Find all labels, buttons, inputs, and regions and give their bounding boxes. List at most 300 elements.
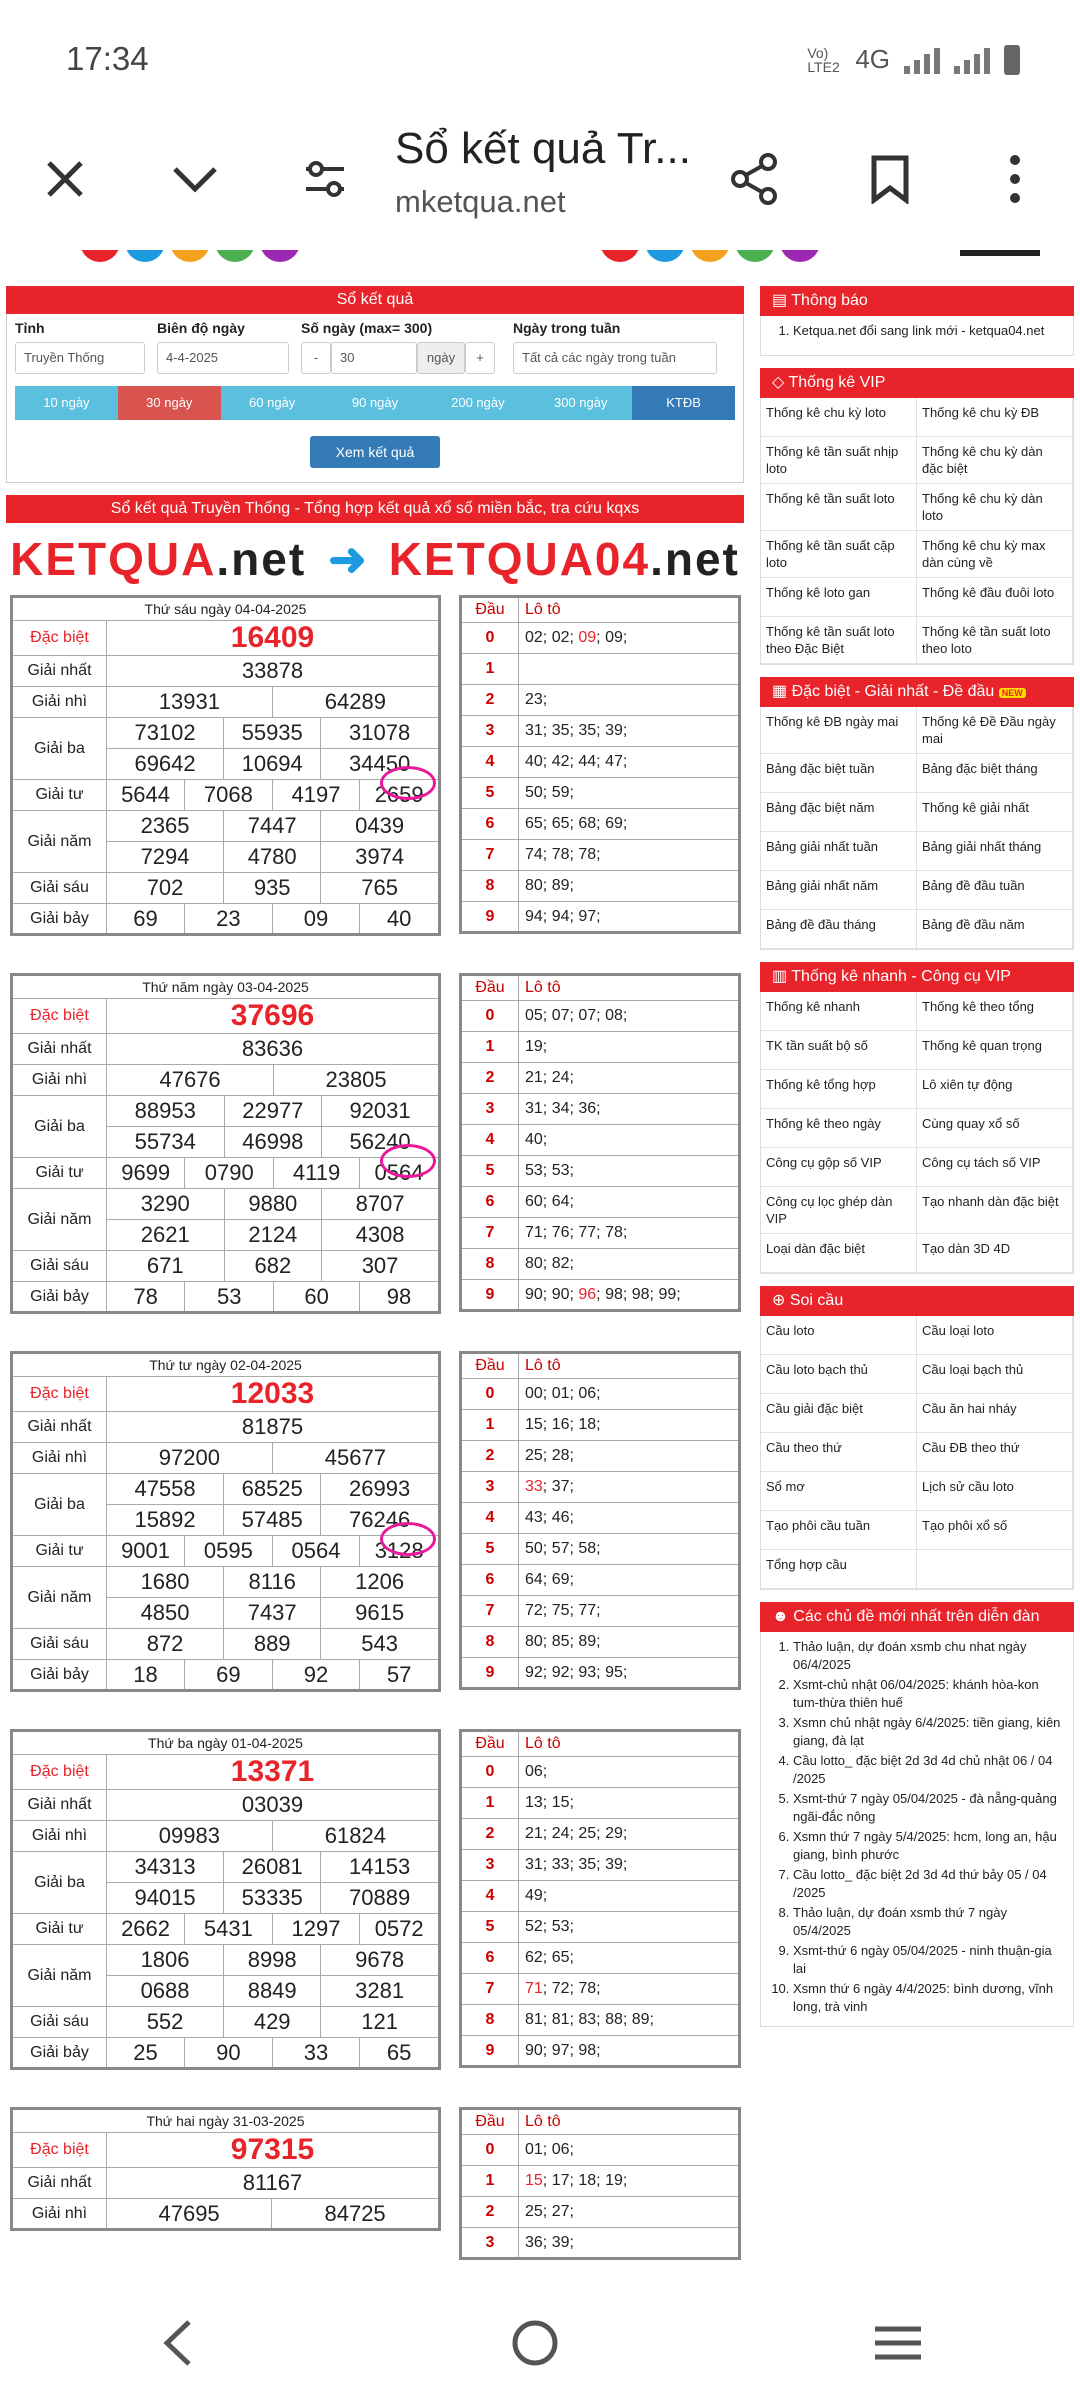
home-icon <box>510 2318 560 2368</box>
seventh-prize: 53 <box>185 1282 274 1313</box>
sidebar-link[interactable]: Thống kê đầu đuôi loto <box>917 578 1073 617</box>
label-seventh: Giải bảy <box>12 1660 107 1691</box>
results-list <box>6 595 744 2290</box>
sidebar-link[interactable]: Thống kê theo tổng <box>917 992 1073 1031</box>
label-second: Giải nhì <box>12 1443 107 1474</box>
loto-values: 90; 90; 96; 98; 98; 99; <box>519 1280 740 1311</box>
dau-digit: 7 <box>461 840 519 871</box>
sidebar-link[interactable]: Công cụ tách số VIP <box>917 1148 1073 1187</box>
recents-button[interactable] <box>873 2323 923 2368</box>
sidebar-link[interactable]: Cùng quay xổ số <box>917 1109 1073 1148</box>
days-minus-button[interactable]: - <box>301 342 331 374</box>
sidebar-link[interactable]: Bảng đặc biệt tháng <box>917 754 1073 793</box>
sixth-prize: 935 <box>224 873 321 904</box>
dau-digit: 6 <box>461 809 519 840</box>
days-label: Số ngày (max= 300) <box>301 320 433 336</box>
dau-digit: 6 <box>461 1187 519 1218</box>
fifth-prize: 4850 <box>107 1598 224 1629</box>
loto-values: 06; <box>519 1757 740 1788</box>
fifth-prize: 2365 <box>107 811 224 842</box>
loto-values: 15; 16; 18; <box>519 1410 740 1441</box>
loto-header: Lô tô <box>519 1353 740 1379</box>
sidebar-link[interactable]: Tạo nhanh dàn đặc biệt <box>917 1187 1073 1234</box>
tab-10-days[interactable]: 10 ngày <box>15 386 118 420</box>
fifth-prize: 1806 <box>107 1945 224 1976</box>
sidebar-link[interactable]: Thống kê tần suất loto theo Đặc Biệt <box>761 617 917 664</box>
fifth-prize: 8849 <box>224 1976 321 2007</box>
dau-digit: 5 <box>461 1912 519 1943</box>
bookmark-icon <box>870 154 910 204</box>
sidebar-link[interactable]: Thống kê loto gan <box>761 578 917 617</box>
label-fifth: Giải năm <box>12 1189 107 1251</box>
notice-list <box>760 316 1074 356</box>
fifth-prize: 0688 <box>107 1976 224 2007</box>
dau-digit: 2 <box>461 685 519 716</box>
menu-icon <box>873 2323 923 2363</box>
sidebar-link[interactable]: Thống kê tần suất nhịp loto <box>761 437 917 484</box>
label-fifth: Giải năm <box>12 811 107 873</box>
third-prize: 55935 <box>224 718 321 749</box>
sidebar-link[interactable]: Bảng đặc biệt tuần <box>761 754 917 793</box>
vip-header: ◇ Thống kê VIP <box>760 368 1074 398</box>
system-nav-bar <box>0 2290 1080 2400</box>
fifth-prize: 1206 <box>321 1567 440 1598</box>
tab-200-days[interactable]: 200 ngày <box>426 386 529 420</box>
loto-values: 23; <box>519 685 740 716</box>
arrow-right-icon: ➜ <box>328 533 367 585</box>
sidebar-link[interactable]: Bảng đề đầu năm <box>917 910 1073 949</box>
dau-digit: 4 <box>461 1125 519 1156</box>
quick-grid <box>760 992 1074 1274</box>
dau-digit: 5 <box>461 1534 519 1565</box>
sixth-prize: 765 <box>321 873 440 904</box>
back-button[interactable] <box>157 2318 197 2373</box>
dau-digit: 7 <box>461 1974 519 2005</box>
sidebar-link[interactable]: Thống kê chu kỳ max dàn cùng về <box>917 531 1073 578</box>
highlight-circle <box>380 766 436 800</box>
fourth-prize: 0595 <box>185 1536 273 1567</box>
day-date: Thứ hai ngày 31-03-2025 <box>12 2109 440 2133</box>
dau-digit: 8 <box>461 1249 519 1280</box>
sidebar-link[interactable]: Bảng giải nhất tuần <box>761 832 917 871</box>
label-third: Giải ba <box>12 1852 107 1914</box>
first-prize: 81875 <box>107 1412 440 1443</box>
special-prize: 97315 <box>107 2133 440 2168</box>
sixth-prize: 889 <box>224 1629 321 1660</box>
forum-topic[interactable]: 7. Cầu lotto_ đặc biệt 2d 3d 4d thứ bảy 05 / 04 /2025 <box>793 1866 1067 1902</box>
day-results <box>6 1729 744 2103</box>
range-tabs <box>15 386 735 420</box>
date-input[interactable]: 4-4-2025 <box>157 342 289 374</box>
sidebar-link[interactable]: Cầu loto <box>761 1316 917 1355</box>
sixth-prize: 429 <box>224 2007 321 2038</box>
dau-digit: 6 <box>461 1943 519 1974</box>
fifth-prize: 7437 <box>224 1598 321 1629</box>
logo-strip <box>0 250 1080 264</box>
results-table <box>10 2107 441 2231</box>
fifth-prize: 3281 <box>321 1976 440 2007</box>
loto-values: 25; 28; <box>519 1441 740 1472</box>
label-special: Đặc biệt <box>12 1377 107 1412</box>
loto-values: 53; 53; <box>519 1156 740 1187</box>
forum-topic[interactable]: 4. Cầu lotto_ đặc biệt 2d 3d 4d chủ nhật 06 / 04 /2025 <box>793 1752 1067 1788</box>
users-icon: ☻ <box>772 1608 794 1625</box>
dau-digit: 0 <box>461 1001 519 1032</box>
sidebar-link[interactable]: Thống kê chu kỳ dàn đặc biệt <box>917 437 1073 484</box>
sidebar-link[interactable]: Thống kê Đề Đầu ngày mai <box>917 707 1073 754</box>
soicau-header: ⊕ Soi cầu <box>760 1286 1074 1316</box>
fifth-prize: 4780 <box>224 842 321 873</box>
loto-values: 02; 02; 09; 09; <box>519 623 740 654</box>
dau-digit: 0 <box>461 2135 519 2166</box>
dau-digit: 1 <box>461 1410 519 1441</box>
sidebar-link[interactable]: Thống kê tổng hợp <box>761 1070 917 1109</box>
loto-values: 00; 01; 06; <box>519 1379 740 1410</box>
dau-digit: 4 <box>461 747 519 778</box>
forum-topic[interactable]: 6. Xsmn thứ 7 ngày 5/4/2025: hcm, long an, hậu giang, bình phước <box>793 1828 1067 1864</box>
sixth-prize: 121 <box>321 2007 440 2038</box>
second-prize: 61824 <box>272 1821 439 1852</box>
forum-topic[interactable]: 9. Xsmt-thứ 6 ngày 05/04/2025 - ninh thuận-gia lai <box>793 1942 1067 1978</box>
forum-topic[interactable]: 2. Xsmt-chủ nhật 06/04/2025: khánh hòa-kon tum-thừa thiên huế <box>793 1676 1067 1712</box>
sidebar-link[interactable]: Bảng đặc biệt năm <box>761 793 917 832</box>
more-vert-icon <box>1008 154 1022 204</box>
banner-right-logo: KETQUA04.net <box>388 533 740 585</box>
fourth-prize: 0564 <box>272 1536 360 1567</box>
sidebar-link[interactable]: Cầu ăn hai nháy <box>917 1394 1073 1433</box>
dau-digit: 4 <box>461 1503 519 1534</box>
dau-digit: 9 <box>461 1658 519 1689</box>
sidebar-link[interactable]: Sổ mơ <box>761 1472 917 1511</box>
close-icon <box>43 157 87 201</box>
label-first: Giải nhất <box>12 1034 107 1065</box>
loto-values: 71; 76; 77; 78; <box>519 1218 740 1249</box>
seventh-prize: 25 <box>107 2038 185 2069</box>
page-title[interactable]: Sổ kết quả Tr... <box>395 124 691 173</box>
dau-digit: 9 <box>461 902 519 933</box>
sidebar-link[interactable]: Thống kê nhanh <box>761 992 917 1031</box>
sidebar-link[interactable]: Bảng đề đầu tuần <box>917 871 1073 910</box>
sixth-prize: 671 <box>107 1251 225 1282</box>
forum-topic[interactable]: 8. Thảo luận, dự đoán xsmb thứ 7 ngày 05/4/2025 <box>793 1904 1067 1940</box>
dau-digit: 3 <box>461 1094 519 1125</box>
tab-60-days[interactable]: 60 ngày <box>221 386 324 420</box>
seventh-prize: 98 <box>360 1282 440 1313</box>
loto-values: 81; 81; 83; 88; 89; <box>519 2005 740 2036</box>
tab-ktdb[interactable]: KTĐB <box>632 386 735 420</box>
sidebar-link[interactable]: Thống kê tần suất cặp loto <box>761 531 917 578</box>
loto-values: 31; 35; 35; 39; <box>519 716 740 747</box>
special-header: ▦ Đặc biệt - Giải nhất - Đề đầu NEW <box>760 677 1074 707</box>
dau-digit: 2 <box>461 1441 519 1472</box>
fifth-prize: 8707 <box>322 1189 440 1220</box>
fifth-prize: 3974 <box>321 842 440 873</box>
results-headline: Sổ kết quả Truyền Thống - Tổng hợp kết quả xổ số miền bắc, tra cứu kqxs <box>6 495 744 523</box>
seventh-prize: 78 <box>107 1282 185 1313</box>
sidebar-link[interactable]: Lịch sử cầu loto <box>917 1472 1073 1511</box>
dau-digit: 3 <box>461 2228 519 2259</box>
web-page <box>0 250 1080 2290</box>
loto-values: 80; 89; <box>519 871 740 902</box>
label-second: Giải nhì <box>12 1821 107 1852</box>
ketqua-banner[interactable] <box>6 523 744 595</box>
dau-digit: 7 <box>461 1596 519 1627</box>
sidebar-link[interactable]: Lô xiên tự động <box>917 1070 1073 1109</box>
fifth-prize: 8116 <box>224 1567 321 1598</box>
tab-300-days[interactable]: 300 ngày <box>529 386 632 420</box>
label-second: Giải nhì <box>12 1065 107 1096</box>
province-select[interactable]: Truyền Thống <box>15 342 145 374</box>
sidebar-link[interactable]: Cầu theo thứ <box>761 1433 917 1472</box>
soicau-box <box>760 1286 1074 1590</box>
second-prize: 09983 <box>107 1821 273 1852</box>
fourth-prize: 0564 <box>360 1158 440 1189</box>
sidebar-link[interactable]: Thống kê chu kỳ dàn loto <box>917 484 1073 531</box>
fourth-prize: 2662 <box>107 1914 185 1945</box>
fifth-prize: 2621 <box>107 1220 225 1251</box>
sidebar-link[interactable]: Cầu loại loto <box>917 1316 1073 1355</box>
notice-icon: ▤ <box>772 292 792 309</box>
third-prize: 73102 <box>107 718 224 749</box>
third-prize: 56240 <box>322 1127 440 1158</box>
fourth-prize: 3128 <box>360 1536 440 1567</box>
dau-digit: 7 <box>461 1218 519 1249</box>
loto-values: 21; 24; <box>519 1063 740 1094</box>
results-table <box>10 1351 441 1692</box>
tune-icon <box>302 159 348 199</box>
sidebar-link[interactable]: Bảng giải nhất tháng <box>917 832 1073 871</box>
dau-digit: 1 <box>461 1788 519 1819</box>
tab-90-days[interactable]: 90 ngày <box>324 386 427 420</box>
sidebar-link[interactable]: Cầu loại bạch thủ <box>917 1355 1073 1394</box>
sidebar-link[interactable]: Cầu ĐB theo thứ <box>917 1433 1073 1472</box>
sidebar-link[interactable]: Cầu loto bạch thủ <box>761 1355 917 1394</box>
sidebar-link[interactable]: Thống kê chu kỳ loto <box>761 398 917 437</box>
back-icon <box>157 2318 197 2368</box>
sidebar-link[interactable]: Thống kê chu kỳ ĐB <box>917 398 1073 437</box>
loto-values: 36; 39; <box>519 2228 740 2259</box>
label-seventh: Giải bảy <box>12 2038 107 2069</box>
seventh-prize: 33 <box>272 2038 360 2069</box>
loto-values: 05; 07; 07; 08; <box>519 1001 740 1032</box>
loto-header: Lô tô <box>519 2109 740 2135</box>
sidebar-link[interactable]: Thống kê tần suất loto <box>761 484 917 531</box>
third-prize: 70889 <box>321 1883 440 1914</box>
close-tab-button[interactable] <box>30 144 100 214</box>
dau-digit: 1 <box>461 654 519 685</box>
seventh-prize: 40 <box>360 904 440 935</box>
third-prize: 47558 <box>107 1474 224 1505</box>
second-prize: 45677 <box>272 1443 439 1474</box>
fifth-prize: 3290 <box>107 1189 225 1220</box>
form-header: Sổ kết quả <box>6 286 744 314</box>
fourth-prize: 0790 <box>185 1158 274 1189</box>
fifth-prize: 7447 <box>224 811 321 842</box>
third-prize: 10694 <box>224 749 321 780</box>
label-first: Giải nhất <box>12 2168 107 2199</box>
loto-header: Lô tô <box>519 597 740 623</box>
third-prize: 26081 <box>224 1852 321 1883</box>
days-input[interactable]: 30 <box>331 342 417 374</box>
label-second: Giải nhì <box>12 687 107 718</box>
sidebar-link[interactable]: Cầu giải đặc biệt <box>761 1394 917 1433</box>
special-prize: 12033 <box>107 1377 440 1412</box>
share-button[interactable] <box>720 144 790 214</box>
results-table <box>10 595 441 936</box>
forum-topic[interactable]: 5. Xsmt-thứ 7 ngày 05/04/2025 - đà nẵng-quảng ngãi-đắc nông <box>793 1790 1067 1826</box>
home-button[interactable] <box>510 2318 560 2373</box>
day-date: Thứ năm ngày 03-04-2025 <box>12 975 440 999</box>
third-prize: 94015 <box>107 1883 224 1914</box>
sidebar-link[interactable]: Công cụ lọc ghép dàn VIP <box>761 1187 917 1234</box>
fourth-prize: 4119 <box>274 1158 360 1189</box>
label-special: Đặc biệt <box>12 621 107 656</box>
sidebar-link[interactable]: Thống kê quan trọng <box>917 1031 1073 1070</box>
dau-digit: 2 <box>461 2197 519 2228</box>
dau-header: Đầu <box>461 1353 519 1379</box>
province-label: Tỉnh <box>15 320 45 336</box>
view-results-button[interactable]: Xem kết quả <box>310 436 440 468</box>
results-table <box>10 1729 441 2070</box>
sidebar-link[interactable]: Tổng hợp cầu <box>761 1550 917 1589</box>
day-results <box>6 1351 744 1725</box>
label-seventh: Giải bảy <box>12 1282 107 1313</box>
loto-values <box>519 654 740 685</box>
loto-values: 25; 27; <box>519 2197 740 2228</box>
signal-2-icon <box>954 46 990 74</box>
status-bar <box>0 0 1080 110</box>
day-results <box>6 595 744 969</box>
second-prize: 47695 <box>107 2199 272 2230</box>
sixth-prize: 543 <box>321 1629 440 1660</box>
forum-topic[interactable]: 3. Xsmn chủ nhật ngày 6/4/2025: tiền giang, kiên giang, đà lạt <box>793 1714 1067 1750</box>
loto-table <box>459 973 741 1312</box>
network-type: 4G <box>855 44 890 74</box>
second-prize: 47676 <box>107 1065 274 1096</box>
sidebar-link[interactable]: Tạo dàn 3D 4D <box>917 1234 1073 1273</box>
fifth-prize: 1680 <box>107 1567 224 1598</box>
second-prize: 84725 <box>272 2199 440 2230</box>
loto-values: 65; 65; 68; 69; <box>519 809 740 840</box>
page-url[interactable]: mketqua.net <box>395 184 566 219</box>
third-prize: 76246 <box>321 1505 440 1536</box>
sidebar-link[interactable]: Thống kê ĐB ngày mai <box>761 707 917 754</box>
dau-digit: 6 <box>461 1565 519 1596</box>
loto-values: 60; 64; <box>519 1187 740 1218</box>
day-date: Thứ ba ngày 01-04-2025 <box>12 1731 440 1755</box>
first-prize: 33878 <box>107 656 440 687</box>
site-settings-button[interactable] <box>290 144 360 214</box>
fourth-prize: 2659 <box>360 780 440 811</box>
bookmark-button[interactable] <box>855 144 925 214</box>
dau-digit: 1 <box>461 1032 519 1063</box>
loto-values: 40; <box>519 1125 740 1156</box>
loto-values: 19; <box>519 1032 740 1063</box>
dau-digit: 2 <box>461 1063 519 1094</box>
third-prize: 92031 <box>322 1096 440 1127</box>
loto-values: 13; 15; <box>519 1788 740 1819</box>
tab-30-days[interactable]: 30 ngày <box>118 386 221 420</box>
special-grid <box>760 707 1074 950</box>
sidebar-link[interactable]: Bảng đề đầu tháng <box>761 910 917 949</box>
sidebar-link[interactable]: Loại dàn đặc biệt <box>761 1234 917 1273</box>
third-prize: 34313 <box>107 1852 224 1883</box>
sidebar-link[interactable]: TK tần suất bộ số <box>761 1031 917 1070</box>
loto-table <box>459 1729 741 2068</box>
sidebar-link[interactable]: Tạo phôi xổ số <box>917 1511 1073 1550</box>
label-special: Đặc biệt <box>12 999 107 1034</box>
weekday-select[interactable]: Tất cả các ngày trong tuần <box>513 342 717 374</box>
date-label: Biên độ ngày <box>157 320 245 336</box>
fifth-prize: 8998 <box>224 1945 321 1976</box>
day-results <box>6 973 744 1347</box>
second-prize: 97200 <box>107 1443 273 1474</box>
label-first: Giải nhất <box>12 1790 107 1821</box>
fifth-prize: 9880 <box>224 1189 322 1220</box>
table-icon: ▦ <box>772 683 792 700</box>
sidebar-link[interactable]: Tạo phôi cầu tuần <box>761 1511 917 1550</box>
loto-values: 31; 33; 35; 39; <box>519 1850 740 1881</box>
dau-digit: 3 <box>461 716 519 747</box>
loto-values: 72; 75; 77; <box>519 1596 740 1627</box>
minimize-button[interactable] <box>160 144 230 214</box>
label-first: Giải nhất <box>12 656 107 687</box>
loto-values: 92; 92; 93; 95; <box>519 1658 740 1689</box>
quick-stats-box <box>760 962 1074 1274</box>
loto-values: 52; 53; <box>519 1912 740 1943</box>
sidebar-link[interactable]: Thống kê theo ngày <box>761 1109 917 1148</box>
banner-left-logo: KETQUA.net <box>10 533 307 585</box>
seventh-prize: 23 <box>185 904 273 935</box>
loto-values: 80; 82; <box>519 1249 740 1280</box>
label-special: Đặc biệt <box>12 1755 107 1790</box>
dau-header: Đầu <box>461 1731 519 1757</box>
sidebar-link[interactable]: Thống kê giải nhất <box>917 793 1073 832</box>
loto-values: 33; 37; <box>519 1472 740 1503</box>
loto-values: 49; <box>519 1881 740 1912</box>
dau-digit: 5 <box>461 778 519 809</box>
sixth-prize: 307 <box>322 1251 440 1282</box>
quick-header: ▥ Thống kê nhanh - Công cụ VIP <box>760 962 1074 992</box>
loto-values: 64; 69; <box>519 1565 740 1596</box>
third-prize: 34450 <box>321 749 440 780</box>
sidebar-link[interactable]: Bảng giải nhất năm <box>761 871 917 910</box>
fifth-prize: 4308 <box>322 1220 440 1251</box>
highlight-circle <box>380 1522 436 1556</box>
label-sixth: Giải sáu <box>12 1629 107 1660</box>
menu-button[interactable] <box>980 144 1050 214</box>
notice-item[interactable]: 1. Ketqua.net đổi sang link mới - ketqua04.net <box>793 322 1067 340</box>
sidebar-link[interactable]: Công cụ gộp số VIP <box>761 1148 917 1187</box>
dau-digit: 8 <box>461 1627 519 1658</box>
status-time: 17:34 <box>66 40 149 77</box>
dau-digit: 5 <box>461 1156 519 1187</box>
dau-digit: 3 <box>461 1850 519 1881</box>
seventh-prize: 69 <box>185 1660 273 1691</box>
label-fourth: Giải tư <box>12 1914 107 1945</box>
main-column <box>6 286 744 2290</box>
dau-digit: 9 <box>461 2036 519 2067</box>
sidebar-link[interactable]: Thống kê tần suất loto theo loto <box>917 617 1073 664</box>
forum-topic[interactable]: 1. Thảo luận, dự đoán xsmb chu nhat ngày 06/4/2025 <box>793 1638 1067 1674</box>
label-sixth: Giải sáu <box>12 1251 107 1282</box>
loto-values: 90; 97; 98; <box>519 2036 740 2067</box>
special-prize: 37696 <box>107 999 440 1034</box>
special-box <box>760 677 1074 950</box>
forum-topic[interactable]: 10. Xsmn thứ 6 ngày 4/4/2025: bình dương, vĩnh long, trà vinh <box>793 1980 1067 2016</box>
days-plus-button[interactable]: + <box>465 342 495 374</box>
status-icons <box>807 44 1020 75</box>
